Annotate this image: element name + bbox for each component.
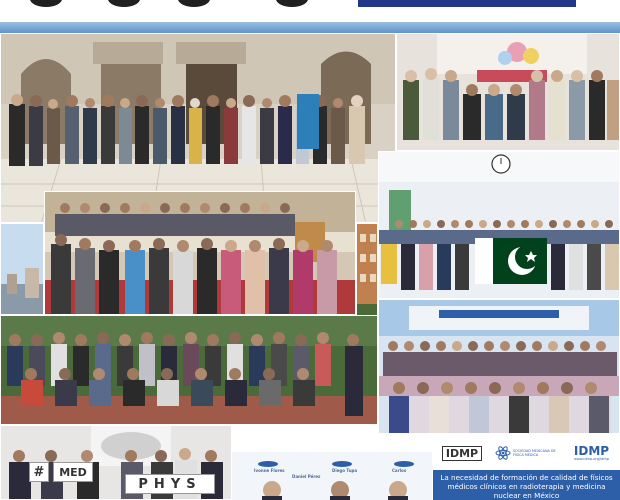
sign-card: PHYS	[125, 474, 215, 494]
photo-stage-group	[44, 191, 356, 315]
idmp-logo: IDMP www.idmp.org/idmp	[563, 438, 620, 468]
photo-hall-group	[396, 33, 620, 151]
partner-logo-icon	[30, 0, 62, 7]
atom-icon	[495, 445, 511, 461]
speakers-strip	[232, 452, 432, 500]
header-strip	[0, 0, 620, 22]
speaker-name: Diego Tupa	[332, 468, 358, 473]
partner-logo-icon	[276, 0, 308, 7]
sign-card: MED	[53, 462, 93, 482]
speaker-name: Daniel Pérez	[292, 474, 321, 479]
header-divider	[0, 22, 620, 33]
photo-students-group	[378, 299, 620, 434]
sign-card: #	[29, 462, 49, 482]
photo-flag-group	[378, 151, 620, 299]
pakistan-flag-icon	[475, 238, 547, 284]
photo-outdoor-group	[0, 315, 378, 425]
idmp-logo-small: IDMP	[433, 438, 491, 468]
header-navy-bar	[358, 0, 576, 7]
speaker-name: Ivonne Flores	[254, 468, 285, 473]
photo-sky-strip	[0, 223, 44, 315]
society-logo: SOCIEDAD MEXICANA DE FÍSICA MÉDICA	[492, 438, 562, 468]
photo-medphys-signs	[0, 425, 232, 500]
caption-banner: La necesidad de formación de calidad de físicos médicos clínicos en radioterapia y medicina nuclear en México	[433, 470, 620, 500]
speaker-name: Carlos	[392, 468, 407, 473]
partner-logo-icon	[108, 0, 140, 7]
partner-logo-icon	[178, 0, 210, 7]
